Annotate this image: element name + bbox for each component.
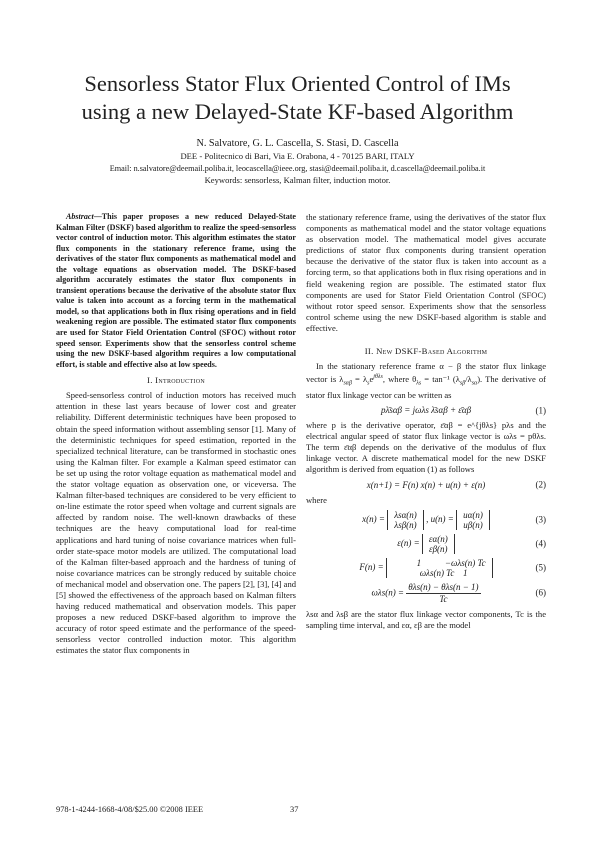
matrix-row (393, 568, 486, 578)
right-column (306, 212, 546, 631)
page-number: 37 (290, 805, 299, 814)
transition-matrix (386, 558, 493, 578)
fraction-denominator: Tc (439, 593, 448, 604)
text-run: /λ (465, 374, 472, 385)
where-label: where (306, 494, 327, 505)
text-run: = λ (351, 374, 368, 385)
equation-number: (4) (535, 538, 546, 549)
equation-lhs: , u(n) = (426, 513, 457, 524)
matrix-entry: uβ(n) (463, 519, 483, 530)
matrix-entry: εβ(n) (429, 543, 448, 554)
section-heading-introduction (56, 375, 296, 386)
section-heading-dskf (306, 346, 546, 357)
footer-isbn: 978-1-4244-1668-4/08/$25.00 ©2008 IEEE (56, 805, 204, 814)
matrix-entry: λsβ(n) (394, 519, 417, 530)
equation-number: (1) (535, 404, 546, 415)
equation-lhs: x(n) = (362, 513, 388, 524)
text-run: In the stationary reference frame α − β the stator flux linkage vector is λ (306, 361, 546, 385)
equation-lhs: ε(n) = (397, 537, 422, 548)
equation-3 (306, 510, 546, 530)
abstract-lead: Abstract (66, 212, 94, 221)
dskf-paragraph-1: In the stationary reference frame α − β the stator flux linkage vector is $\lambda_{s\alpha\beta} = \lambda_se^{j\theta\lambda s}$, where $\theta_{\lambda s} = \tan^{-1}$ $(\lambda_{s\beta}/\lambda_{s\alpha})$. The derivative of stator flux linkage vector can be written as (306, 361, 546, 400)
section-title: New DSKF-Based Algorithm (376, 346, 488, 357)
equation-lhs: ωλs(n) = (371, 587, 407, 598)
text-run: = tan⁻¹ (λ (421, 374, 460, 385)
input-vector (456, 510, 490, 530)
text-run: e (369, 374, 374, 385)
equation-body: pλ̄sαβ = jωλs λ̄sαβ + ε̄αβ (380, 404, 472, 415)
equation-body: x(n+1) = F(n) x(n) + u(n) + ε(n) (366, 479, 486, 490)
fraction-numerator: θλs(n) − θλs(n − 1) (406, 582, 480, 594)
text-run: , where θ (382, 374, 417, 385)
matrix-entry: 1 (463, 567, 468, 578)
matrix-entry: εα(n) (428, 533, 448, 544)
paper-title (40, 70, 555, 126)
intro-paragraph: Speed-sensorless control of induction motors has received much attention in these last years because of lower cost and greater reliability. Different deterministic techniques have been proposed to obtain the speed information without assembling sensor [1]. Many of the deterministic techniques for speed estimation, reported in the specialized technical literature, can be transformed in stochastic ones using the Kalman filter. For example a Kalman speed estimator can be set up using the rotor voltage equation as mathematical model and the stator voltage equation as observation one, or viceversa. The Kalman filter-based techniques are considered to be very efficient to on-line estimate the rotor speed when voltage and current signals are affected by random noise. The well-known drawbacks of these techniques are the heavy computational load for real-time applications and hard tuning of noise covariance matrices when full-order state-space motor models are utilized. The computational load of the Kalman filter-based approach and the hardness of tuning of noise covariance matrices can be strongly reduced by suitable choice of mechanical model and observation one. The papers [2], [3], [4] and [5] showed the effectiveness of the approach based on Kalman filters having reduced mathematical and observation models. This paper proposes a new reduced DSKF-based algorithm to improve the accuracy of rotor speed estimate and the performance of the speed-sensorless vector controlled induction motor. This algorithm estimates the stator flux components in (56, 390, 296, 656)
equation-4 (306, 534, 546, 554)
equation-5 (306, 558, 546, 578)
error-vector (422, 534, 455, 554)
state-vector (387, 510, 424, 530)
intro-continuation: the stationary reference frame, using the derivatives of the stator flux components as mathematical model and the stator voltage equations as observation model. The mathematical model gives accurate predictions of stator flux components during transient operation because the derivative of the stator flux is taken into account as a forcing term, so that applications both in flux rising operations and in field weakening region are possible. The estimated stator flux components are used for Stator Field Orientation Control (SFOC) without rotor speed sensor. Experiments show that the sensorless control scheme using the new DSKF-based algorithm is stable and effective. (306, 212, 546, 333)
matrix-entry: ωλs(n) Tc (419, 567, 455, 578)
abstract (56, 212, 296, 370)
equation-2 (306, 480, 546, 491)
matrix-entry: λsα(n) (394, 509, 417, 520)
matrix-row (393, 558, 486, 568)
affiliation: DEE - Politecnico di Bari, Via E. Orabona, 4 - 70125 BARI, ITALY (180, 151, 415, 161)
section-number: I. (147, 375, 153, 386)
equation-number: (2) (535, 479, 546, 490)
equation-number: (5) (535, 562, 546, 573)
title-line-2: using a new Delayed-State KF-based Algorithm (81, 99, 514, 124)
left-column (56, 212, 296, 657)
equation-number: (6) (535, 587, 546, 598)
equation-1 (306, 405, 546, 416)
dskf-paragraph-2: where p is the derivative operator, ε̄αβ = e^{jθλs} pλs and the electrical angular speed of stator flux linkage vector is ωλs = pθλs. The term ε̄αβ depends on the derivative of the modulus of flux linkage vector. A discrete mathematical model for the new DSKF algorithm is derived from equation (1) as follows (306, 420, 546, 475)
equation-lhs: F(n) = (359, 561, 386, 572)
section-number: II. (364, 346, 374, 357)
matrix-entry: 1 (416, 557, 422, 568)
section-title: Introduction (155, 375, 205, 386)
matrix-entry: uα(n) (463, 509, 483, 520)
authors: N. Salvatore, G. L. Cascella, S. Stasi, D. Cascella (196, 138, 399, 149)
matrix-entry: −ωλs(n) Tc (444, 557, 486, 568)
author-emails: Email: n.salvatore@deemail.poliba.it, leocascella@ieee.org, stasi@deemail.poliba.it, d.cascella@deemail.poliba.it (109, 164, 486, 173)
equation-6 (306, 582, 546, 605)
abstract-text: —This paper proposes a new reduced Delayed-State Kalman Filter (DSKF) based algorithm to realize the speed-sensorless vector control of induction motor. This algorithm estimates the stator flux components in the stationary reference frame, using the derivatives of the stator flux components as mathematical model and the voltage equations as observation model. The DSKF-based algorithm accurately estimates the stator flux components in transient operations because the derivative of the absolute stator flux value is taken into account as a forcing term in the mathematical model, so that applications both in flux rising operations and in field weakening region are possible. The estimated stator flux components are used for Stator Field Orientation Control (SFOC) without rotor speed sensor. Experiments show that the sensorless control scheme using the new DSKF-based algorithm requires a low computational effort, is stable and effective also at low speeds. (56, 212, 296, 369)
equation-number: (3) (535, 514, 546, 525)
keywords: Keywords: sensorless, Kalman filter, induction motor. (204, 175, 391, 185)
dskf-paragraph-3: λsα and λsβ are the stator flux linkage vector components, Tc is the sampling time interval, and εα, εβ are the model (306, 608, 546, 630)
title-line-1: Sensorless Stator Flux Oriented Control of IMs (84, 71, 511, 96)
fraction (406, 582, 480, 605)
text-run: ). The derivative of stator flux linkage vector can be written as (306, 374, 546, 400)
